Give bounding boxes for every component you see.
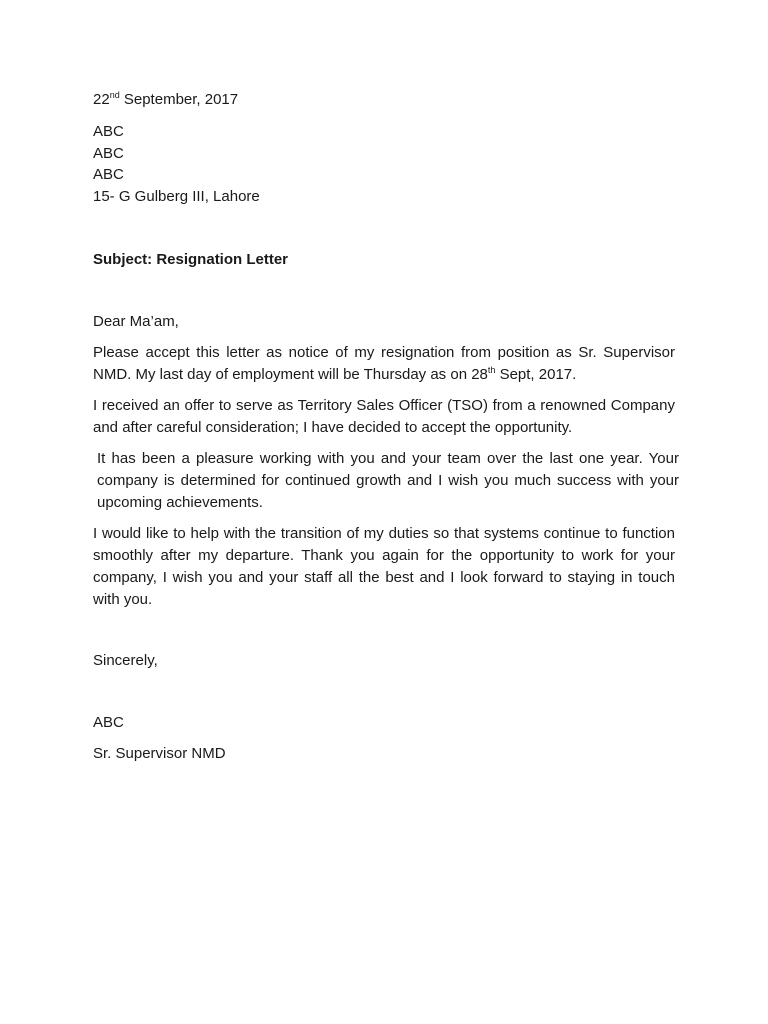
recipient-address-line: ABC — [93, 166, 124, 183]
letter-salutation: Dear Ma’am, — [93, 313, 179, 330]
letter-page — [93, 0, 679, 1024]
letter-closing: Sincerely, — [93, 652, 158, 669]
date-rest: September, 2017 — [119, 91, 239, 108]
signature-name: ABC — [93, 714, 124, 731]
paragraph1-text-b: Sept, 2017. — [495, 366, 577, 383]
paragraph1-text-a: Please accept this letter as notice of my resignation from position as Sr. Supervisor NMD. My last day of employment will be Thursday as on 28 — [93, 344, 675, 383]
body-paragraph-3: It has been a pleasure working with you and your team over the last one year. Your company is determined for continued growth and I wish you much success with your upcoming achievements. — [97, 450, 679, 511]
recipient-address-line: ABC — [93, 145, 124, 162]
paragraph1-sup: th — [487, 365, 496, 375]
body-paragraph-4: I would like to help with the transition of my duties so that systems continue to function smoothly after my departure. Thank you again for the opportunity to work for your company, I wish you and your staff all the best and I look forward to staying in touch with you. — [93, 525, 675, 608]
letter-subject: Subject: Resignation Letter — [93, 251, 289, 268]
body-paragraph-2: I received an offer to serve as Territory Sales Officer (TSO) from a renowned Company and after careful consideration; I have decided to accept the opportunity. — [93, 397, 675, 436]
recipient-address-line: ABC — [93, 123, 124, 140]
date-day: 22 — [93, 91, 110, 108]
date-day-suffix: nd — [109, 90, 120, 100]
letter-date — [93, 91, 238, 109]
signature-title: Sr. Supervisor NMD — [93, 745, 226, 762]
recipient-address-line: 15- G Gulberg III, Lahore — [93, 188, 260, 205]
body-paragraph-1 — [93, 342, 675, 386]
